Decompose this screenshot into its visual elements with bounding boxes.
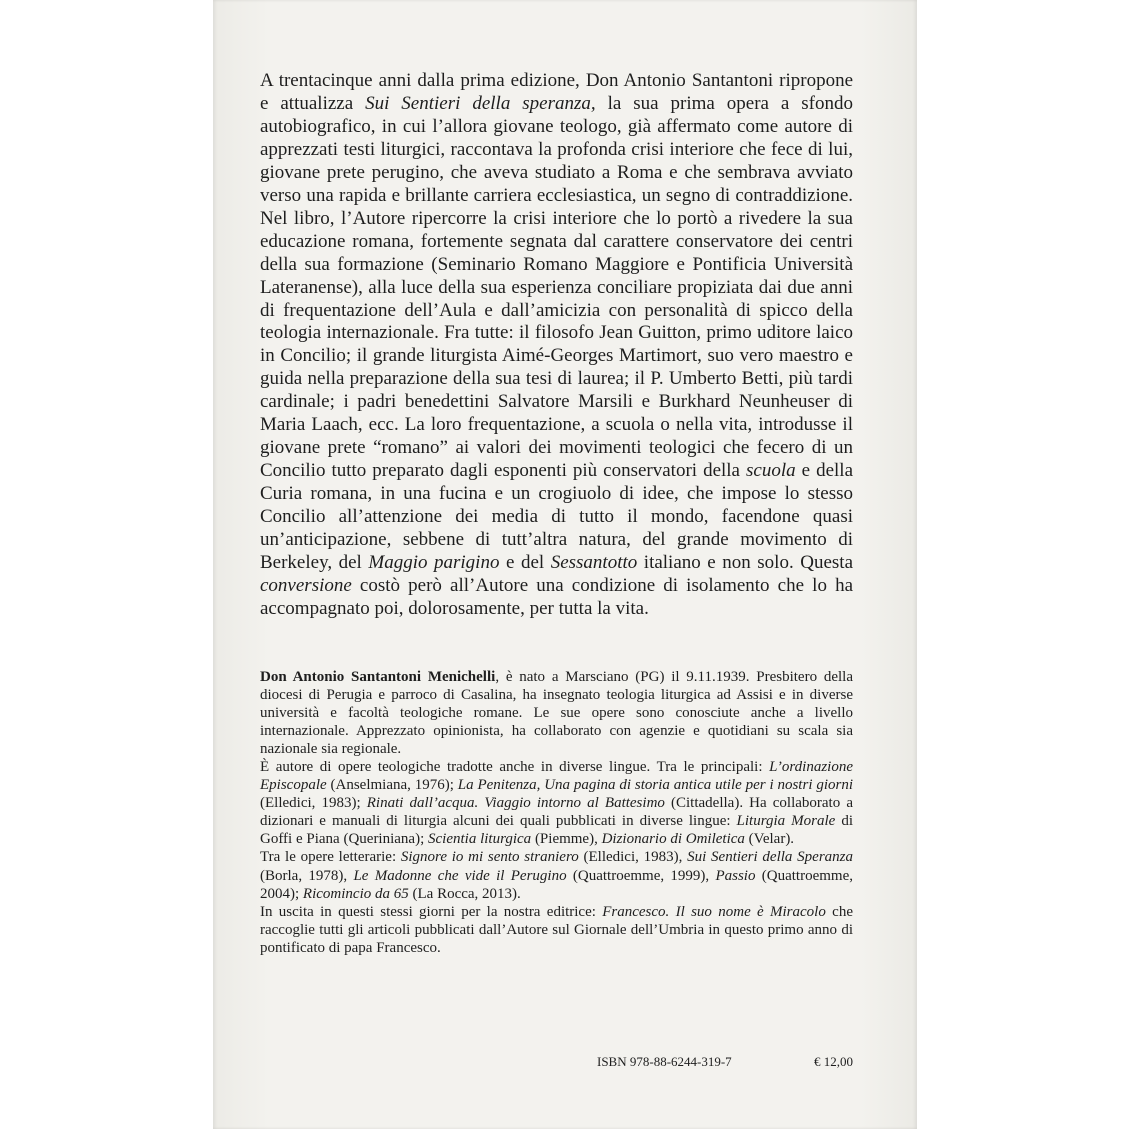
text-run: e della Curia romana, in una fucina e un crogiuolo di idee, che impose lo stesso Concilio all’attenzione dei media di tutto il mondo, facendone quasi un’anticipazione, sebbene di tutt’altra natura, del grande movimento di Berkeley, del <box>260 460 854 574</box>
italic-title: Le Madonne che vide il Perugino <box>353 867 567 884</box>
bold-run: Don Antonio Santantoni Menichelli <box>260 669 496 685</box>
blurb-paragraph <box>260 70 853 621</box>
text-run: (Piemme), <box>531 831 602 848</box>
author-bio <box>260 668 853 957</box>
bio-paragraph-1 <box>260 668 853 758</box>
text-run: In uscita in questi stessi giorni per la nostra editrice: <box>260 903 603 920</box>
text-run: (Velar). <box>744 831 795 848</box>
italic-title: Passio <box>715 867 756 884</box>
isbn-text: ISBN 978-88-6244-319-7 <box>597 1054 732 1069</box>
text-run: (Quattroemme, 2004); <box>260 867 853 902</box>
bio-paragraph-2 <box>260 758 853 848</box>
italic-title: Scientia liturgica <box>428 831 532 848</box>
text-run: (Cittadella). Ha collaborato a dizionari e manuali di liturgia alcuni dei quali pubblicati in diverse lingue: <box>260 795 853 830</box>
italic-title: Rinati dall’acqua. Viaggio intorno al Battesimo <box>366 795 665 812</box>
italic-title: L’ordinazione Episcopale <box>260 759 853 794</box>
bio-paragraph-4 <box>260 903 853 957</box>
text-run: Tra le opere letterarie: <box>260 849 401 866</box>
italic-title: Signore io mi sento straniero <box>400 849 579 866</box>
text-run: e del <box>499 552 551 574</box>
italic-title: Sessantotto <box>550 552 638 574</box>
italic-title: Francesco. Il suo nome è Miracolo <box>602 903 826 920</box>
italic-title: conversione <box>260 574 352 596</box>
italic-title: Liturgia Morale <box>736 813 836 830</box>
cover-footer <box>597 1054 853 1070</box>
italic-title: scuola <box>746 460 796 482</box>
text-run: la sua prima opera a sfondo autobiografico, in cui l’allora giovane teologo, già affermato come autore di apprezzati testi liturgici, raccontava la profonda crisi interiore che fece di lui, giovane prete perugino, che aveva studiato a Roma e che sembrava avviato verso una rapida e brillante carriera ecclesiastica, un segno di contraddizione. Nel libro, l’Autore ripercorre la crisi interiore che lo portò a rivedere la sua educazione romana, fortemente segnata dal carattere conservatore dei centri della sua formazione (Seminario Romano Maggiore e Pontificia Università Lateranense), alla luce della sua esperienza conciliare propiziata dai due anni di frequentazione dell’Aula e dall’amicizia con personalità di spicco della teologia internazionale. Fra tutte: il filosofo Jean Guitton, primo uditore laico in Concilio; il grande liturgista Aimé-Georges Martimort, suo vero maestro e guida nella preparazione della sua tesi di laurea; il P. Umberto Betti, più tardi cardinale; i padri benedettini Salvatore Marsili e Burkhard Neunheuser di Maria Laach, ecc. La loro frequentazione, a scuola o nella vita, introdusse il giovane prete “romano” ai valori dei movimenti teologici che fecero di un Concilio tutto preparato dagli esponenti più conservatori della <box>260 92 853 482</box>
text-run: (Anselmiana, 1976); <box>326 777 458 794</box>
text-run: (Borla, 1978), <box>260 867 354 884</box>
text-run: italiano e non solo. Questa <box>637 552 853 574</box>
text-run: che raccoglie tutti gli articoli pubblicati dall’Autore sul Giornale dell’Umbria in questo primo anno di pontificato di papa Francesco. <box>260 903 853 956</box>
text-run: (Elledici, 1983); <box>260 795 367 812</box>
text-run: È autore di opere teologiche tradotte anche in diverse lingue. Tra le principali: <box>260 759 770 776</box>
text-run: (Elledici, 1983), <box>578 849 688 866</box>
italic-title: Dizionario di Omiletica <box>601 831 745 848</box>
blurb-text <box>260 70 853 621</box>
bio-paragraph-3 <box>260 848 853 902</box>
text-run: costò però all’Autore una condizione di isolamento che lo ha accompagnato poi, dolorosamente, per tutta la vita. <box>260 574 853 619</box>
italic-title: Sui Sentieri della Speranza <box>687 849 854 866</box>
text-run: , è nato a Marsciano (PG) il 9.11.1939. Presbitero della diocesi di Perugia e parroco di Casalina, ha insegnato teologia liturgica ad Assisi e in diverse università e facoltà teologiche romane. Le sue opere sono conosciute anche a livello internazionale. Apprezzato opinionista, ha collaborato con agenzie e quotidiani su scala sia nazionale sia regionale. <box>260 669 853 758</box>
italic-title: La Penitenza, Una pagina di storia antica utile per i nostri giorni <box>457 777 854 794</box>
italic-title: Sui Sentieri della speranza, <box>365 92 596 114</box>
text-run: di Goffi e Piana (Queriniana); <box>260 813 853 848</box>
italic-title: Maggio parigino <box>368 552 500 574</box>
text-run: (Quattroemme, 1999), <box>566 867 716 884</box>
price-text: € 12,00 <box>814 1054 853 1069</box>
italic-title: Ricomincio da 65 <box>302 885 409 902</box>
text-run: A trentacinque anni dalla prima edizione, Don Antonio Santantoni ripropone e attualizza <box>260 70 853 114</box>
text-run: (La Rocca, 2013). <box>408 885 521 902</box>
